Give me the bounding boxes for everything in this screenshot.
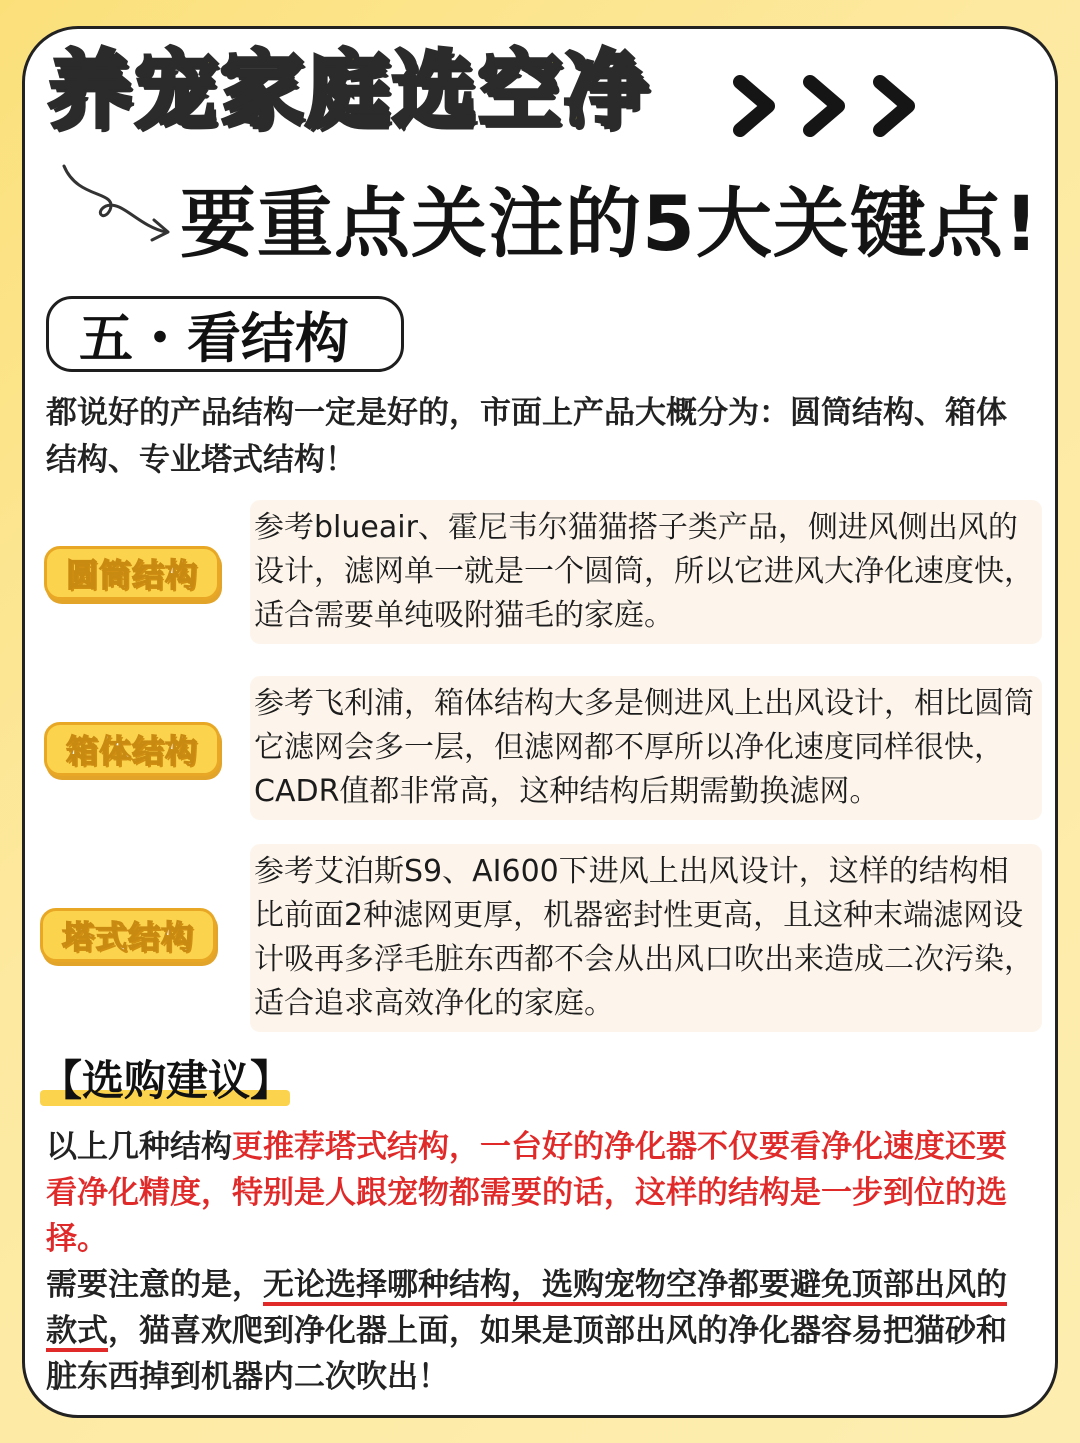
section-label-text: 五・看结构 <box>79 306 349 370</box>
advice-p2-plain: 需要注意的是， <box>46 1267 263 1303</box>
chevron-right-icon <box>728 70 928 142</box>
advice-title: 【选购建议】 <box>40 1056 293 1105</box>
badge-tower-label: 塔式结构 <box>61 918 194 956</box>
item-desc-tower: 参考艾泊斯S9、AI600下进风上出风设计，这样的结构相比前面2种滤网更厚，机器密封性更高，且这种末端滤网设计吸再多浮毛脏东西都不会从出风口吹出来造成二次污染，适合追求高效净化的家庭。 <box>250 844 1042 1032</box>
advice-p1-red: 更推荐塔式结构，一台好的净化器不仅要看净化速度还要看净化精度，特别是人跟宠物都需要的话，这样的结构是一步到位的选择。 <box>46 1129 1007 1257</box>
advice-p1-plain: 以上几种结构 <box>46 1129 232 1165</box>
item-desc-box: 参考飞利浦，箱体结构大多是侧进风上出风设计，相比圆筒它滤网会多一层，但滤网都不厚所以净化速度同样很快，CADR值都非常高，这种结构后期需勤换滤网。 <box>250 676 1042 820</box>
intro-text: 都说好的产品结构一定是好的，市面上产品大概分为：圆筒结构、箱体结构、专业塔式结构！ <box>46 395 1007 478</box>
advice-p2-underline: 无论选择哪种结构，选购宠物空净都要避免顶部出风的款式 <box>46 1267 1007 1349</box>
curved-arrow-icon <box>58 160 178 250</box>
subtitle: 要重点关注的5大关键点! <box>180 179 1040 268</box>
advice-p2-rest: ，猫喜欢爬到净化器上面，如果是顶部出风的净化器容易把猫砂和脏东西掉到机器内二次吹出！ <box>46 1313 1007 1395</box>
badge-box-label: 箱体结构 <box>65 732 198 770</box>
main-title: 养宠家庭选空净 <box>48 41 651 139</box>
badge-box <box>44 722 220 776</box>
badge-cylinder-label: 圆筒结构 <box>65 556 198 594</box>
item-desc-cylinder: 参考blueair、霍尼韦尔猫猫搭子类产品，侧进风侧出风的设计，滤网单一就是一个圆筒，所以它进风大净化速度快，适合需要单纯吸附猫毛的家庭。 <box>250 500 1042 644</box>
section-label <box>46 296 404 372</box>
advice-text <box>46 1124 1036 1400</box>
badge-cylinder <box>44 546 220 600</box>
badge-tower <box>40 908 216 962</box>
